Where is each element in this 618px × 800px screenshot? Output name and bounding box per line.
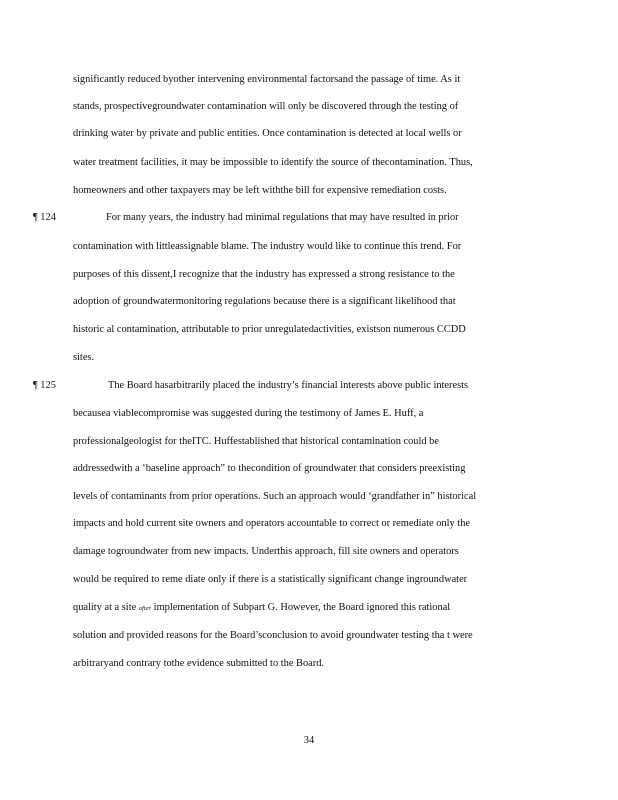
text-line: levels of contaminants from prior operations. Such an approach would ‘grandfather in” historical [73,491,477,502]
italic-word: after [138,605,152,612]
text-line: impacts and hold current site owners and operators accountable to correct or remediate only the [73,518,471,529]
text-line: addressedwith a ‘baseline approach” to thecondition of groundwater that considers preexisting [73,463,466,474]
text-line: stands, prospectivegroundwater contamination will only be discovered through the testing of [73,101,459,112]
text-segment: quality at a site [73,602,139,613]
text-line [73,603,450,613]
page-number: 34 [303,735,315,746]
text-segment: implementation of Subpart G. However, the Board ignored this rational [151,602,451,613]
text-line: water treatment facilities, it may be impossible to identify the source of thecontamination. Thus, [73,157,473,168]
text-line: arbitraryand contrary tothe evidence submitted to the Board. [73,658,325,669]
text-line: purposes of this dissent,I recognize that the industry has expressed a strong resistance to the [73,269,455,280]
text-line: historic al contamination, attributable to prior unregulatedactivities, existson numerous CCDD [73,324,466,335]
text-line: would be required to reme diate only if there is a statistically significant change ingroundwater [73,574,468,585]
text-line: sites. [73,352,95,363]
text-line: For many years, the industry had minimal regulations that may have resulted in prior [106,212,459,223]
text-line: contamination with littleassignable blame. The industry would like to continue this trend. For [73,241,462,252]
text-line: significantly reduced byother intervening environmental factorsand the passage of time. As it [73,74,461,85]
text-line: professionalgeologist for theITC. Huffestablished that historical contamination could be [73,436,439,447]
text-line: solution and provided reasons for the Board’sconclusion to avoid groundwater testing tha t were [73,630,473,641]
paragraph-number: ¶ 124 [33,212,56,223]
text-line: homeowners and other taxpayers may be left withthe bill for expensive remediation costs. [73,185,447,196]
text-line: The Board hasarbitrarily placed the industry’s financial interests above public interests [108,380,469,391]
text-line: becausea viablecompromise was suggested during the testimony of James E. Huff, a [73,408,424,419]
text-line: drinking water by private and public entities. Once contamination is detected at local wells or [73,128,462,139]
text-line: damage togroundwater from new impacts. Underthis approach, fill site owners and operators [73,546,459,557]
text-line: adoption of groundwatermonitoring regulations because there is a significant likelihood that [73,296,456,307]
paragraph-number: ¶ 125 [33,380,56,391]
